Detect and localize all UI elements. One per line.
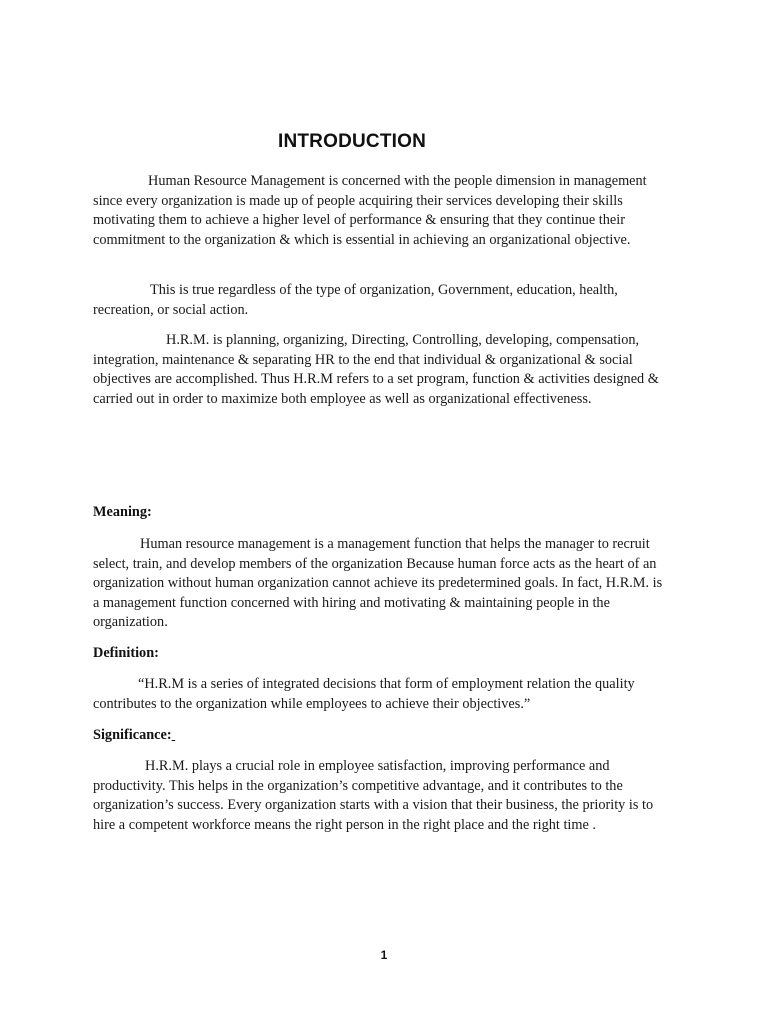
meaning-heading: Meaning:	[93, 504, 152, 520]
meaning-paragraph: Human resource management is a management function that helps the manager to recruit select, train, and develop members of the organization Because human force acts as the heart of an organization without human organization cannot achieve its predetermined goals. In fact, H.R.M. is a management function concerned with hiring and motivating & maintaining people in the organization.	[93, 536, 663, 631]
intro-paragraph-1: Human Resource Management is concerned with the people dimension in management since every organization is made up of people acquiring their services developing their skills motivating them to achieve a higher level of performance & ensuring that they continue their commitment to the organization & which is essential in achieving an organizational objective.	[93, 173, 647, 248]
significance-paragraph: H.R.M. plays a crucial role in employee satisfaction, improving performance and productivity. This helps in the organization’s competitive advantage, and it contributes to the organization’s success. Every organization starts with a vision that their business, the priority is to hire a competent workforce means the right person in the right place and the right time .	[93, 758, 654, 833]
significance-heading-text: Significance:	[93, 727, 172, 743]
intro-paragraph-3: H.R.M. is planning, organizing, Directing, Controlling, developing, compensation, integration, maintenance & separating HR to the end that individual & organizational & social objectives are accomplished. Thus H.R.M refers to a set program, function & activities designed & carried out in order to maximize both employee as well as organizational effectiveness.	[93, 332, 659, 407]
intro-paragraph-2: This is true regardless of the type of organization, Government, education, health, recreation, or social action.	[93, 282, 618, 318]
page-number: 1	[380, 948, 388, 962]
page-title: INTRODUCTION	[277, 131, 427, 152]
heading-underline-mark	[172, 727, 176, 743]
definition-heading: Definition:	[93, 645, 159, 661]
significance-heading	[93, 727, 175, 744]
definition-paragraph: “H.R.M is a series of integrated decisions that form of employment relation the quality contributes to the organization while employees to achieve their objectives.”	[93, 676, 635, 712]
